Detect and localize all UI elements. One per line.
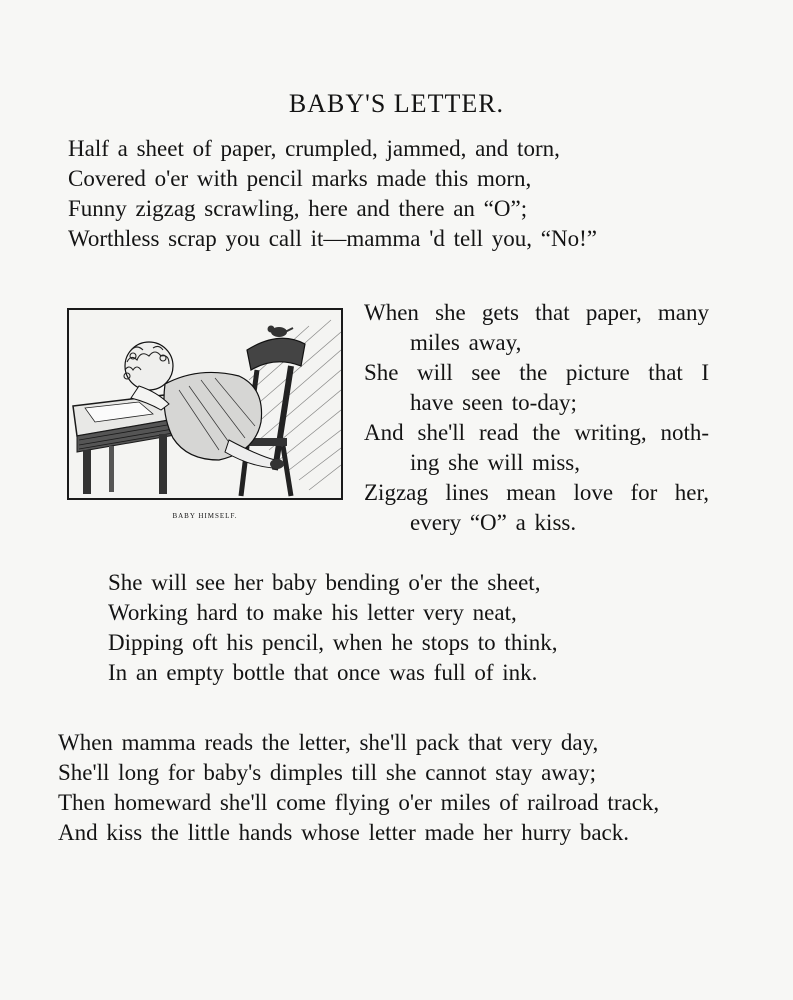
poem-line: miles away, — [410, 330, 522, 355]
poem-line: have seen to-day; — [410, 390, 577, 415]
child-at-table-picture — [69, 310, 341, 498]
poem-line: And kiss the little hands whose letter made her hurry back. — [58, 820, 629, 845]
stanza-3 — [108, 568, 628, 688]
stanza-2 — [364, 298, 709, 538]
stanza-4 — [58, 728, 698, 848]
poem-line: She'll long for baby's dimples till she cannot stay away; — [58, 760, 597, 785]
poem-line: Covered o'er with pencil marks made this morn, — [68, 166, 532, 191]
poem-line: every “O” a kiss. — [410, 510, 577, 535]
poem-line: Half a sheet of paper, crumpled, jammed, and torn, — [68, 136, 560, 161]
illustration-engraving — [67, 308, 343, 500]
poem-line: When mamma reads the letter, she'll pack that very day, — [58, 730, 599, 755]
poem-line: Then homeward she'll come flying o'er miles of railroad track, — [58, 790, 660, 815]
poem-line: Worthless scrap you call it—mamma 'd tell you, “No!” — [68, 226, 597, 251]
poem-line: When she gets that paper, many — [364, 300, 709, 325]
poem-line: In an empty bottle that once was full of ink. — [108, 660, 538, 685]
poem-line: And she'll read the writing, noth- — [364, 420, 709, 445]
poem-line: She will see the picture that I — [364, 360, 709, 385]
poem-line: Funny zigzag scrawling, here and there an “O”; — [68, 196, 528, 221]
page-title: BABY'S LETTER. — [288, 89, 505, 118]
illustration-caption: BABY HIMSELF. — [172, 512, 238, 520]
poem-line: Zigzag lines mean love for her, — [364, 480, 709, 505]
poem-line: Dipping oft his pencil, when he stops to think, — [108, 630, 558, 655]
poem-line: ing she will miss, — [410, 450, 581, 475]
poem-line: She will see her baby bending o'er the sheet, — [108, 570, 541, 595]
stanza-1 — [68, 134, 728, 254]
poem-line: Working hard to make his letter very neat, — [108, 600, 517, 625]
